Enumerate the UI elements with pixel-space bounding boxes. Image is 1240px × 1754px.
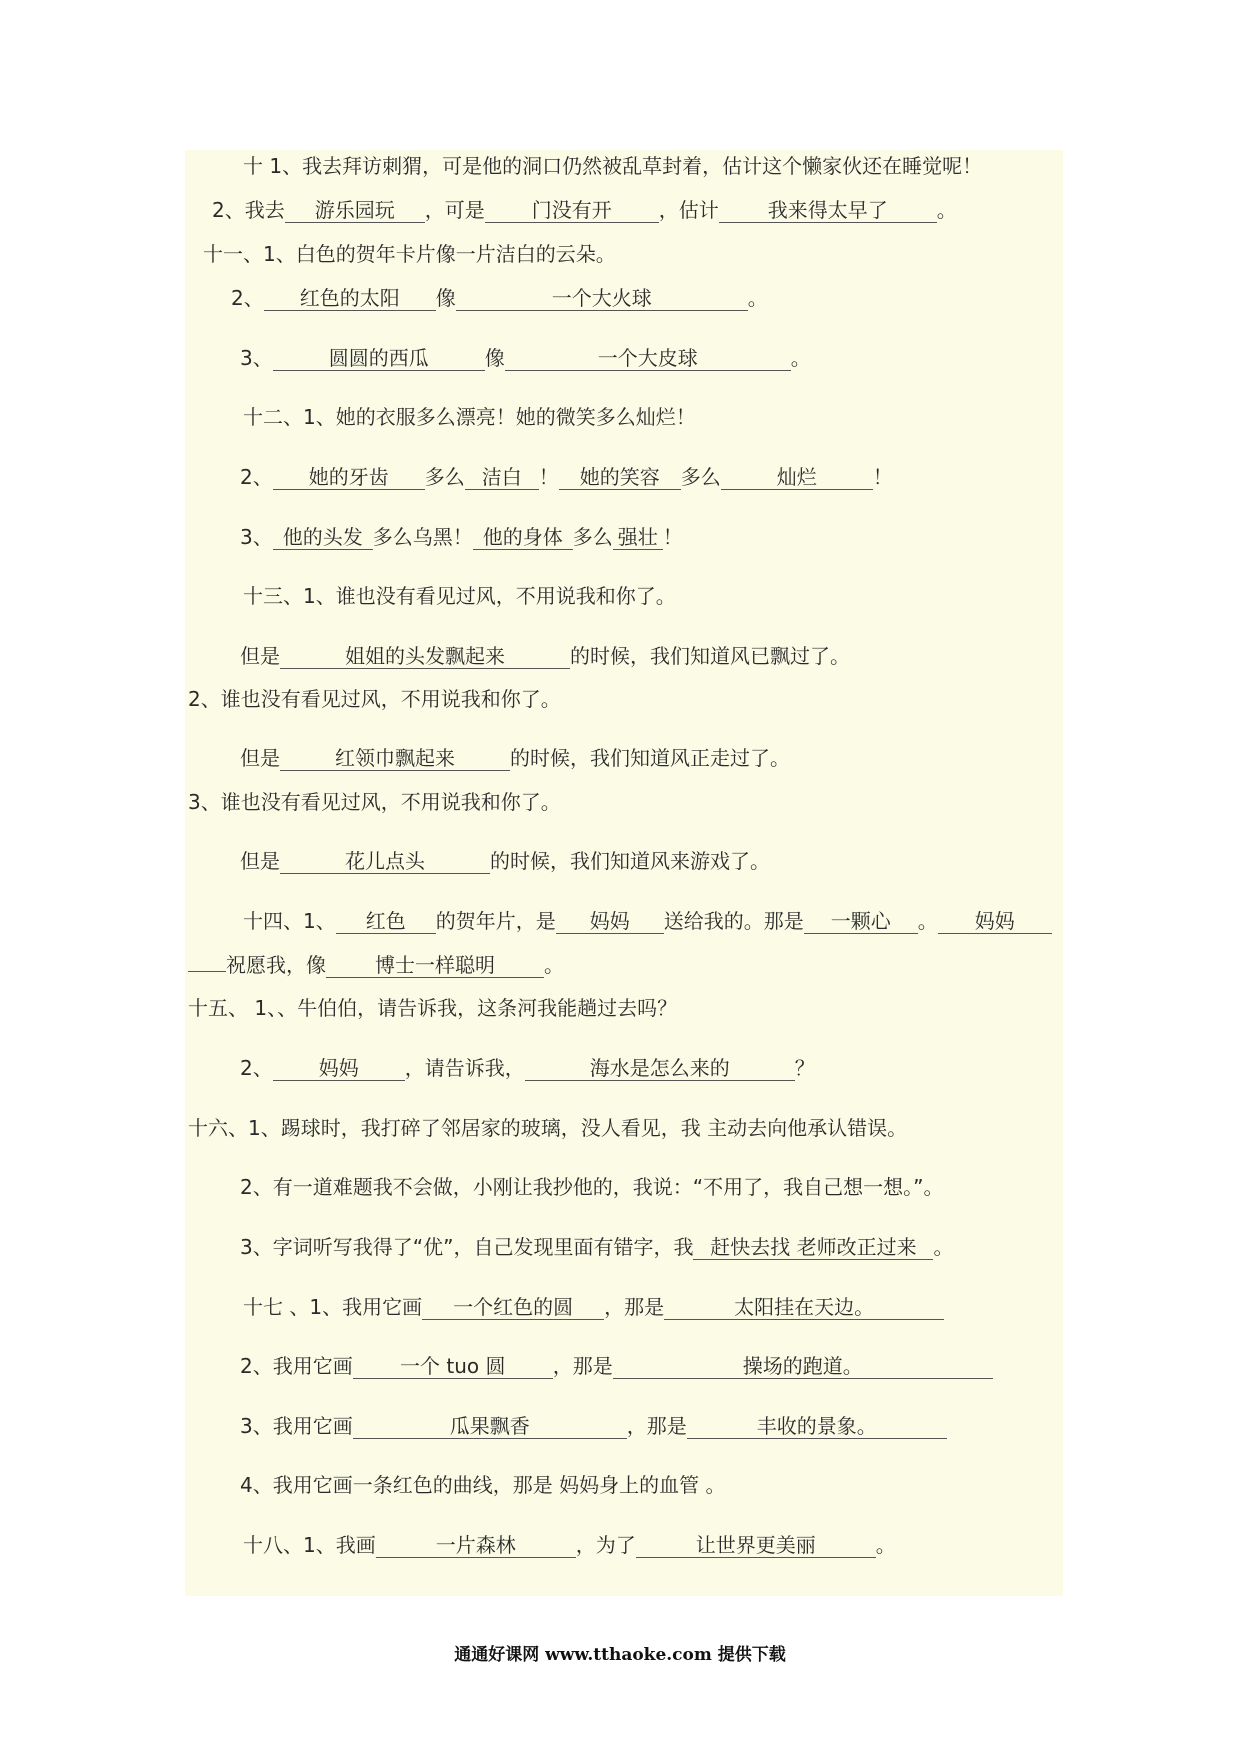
filled-answer: 一片森林 [376, 1533, 576, 1558]
line-text: ，可是 [424, 198, 485, 222]
worksheet-line [212, 196, 957, 224]
line-text: 3、 [240, 346, 273, 370]
line-text: 。 [747, 286, 768, 310]
worksheet-line [240, 523, 683, 551]
filled-answer: 一个大火球 [456, 286, 748, 311]
worksheet-line [240, 642, 850, 670]
filled-answer: 强壮 [613, 525, 663, 550]
worksheet-line [240, 1412, 947, 1440]
line-text: 。 [875, 1533, 896, 1557]
line-text: 十八、1、我画 [243, 1533, 376, 1557]
line-text: 的时候，我们知道风来游戏了。 [490, 849, 770, 873]
line-text: 。 [933, 1235, 954, 1259]
line-text: 十 1、我去拜访刺猬，可是他的洞口仍然被乱草封着，估计这个懒家伙还在睡觉呢！ [243, 154, 983, 178]
filled-answer: 赶快去找 老师改正过来 [693, 1235, 933, 1260]
line-text: ，请告诉我， [404, 1056, 525, 1080]
line-text: ！ [872, 465, 893, 489]
worksheet-line [188, 951, 564, 979]
worksheet-line [231, 284, 768, 312]
filled-answer: 花儿点头 [280, 849, 490, 874]
line-text: 。 [917, 909, 938, 933]
line-text: 送给我的。那是 [663, 909, 804, 933]
line-text: ，那是 [604, 1295, 665, 1319]
filled-answer: 妈妈 [273, 1056, 405, 1081]
line-text: 但是 [240, 746, 280, 770]
worksheet-line [240, 1054, 815, 1082]
filled-answer: 红领巾飘起来 [280, 746, 510, 771]
filled-answer: 他的头发 [273, 525, 373, 550]
worksheet-line [240, 344, 811, 372]
filled-answer: 我来得太早了 [719, 198, 937, 223]
worksheet-line [188, 788, 561, 816]
filled-answer: 妈妈 [556, 909, 664, 934]
filled-answer: 灿烂 [721, 465, 873, 490]
line-text: ！ [538, 465, 559, 489]
line-text: 。 [936, 198, 957, 222]
worksheet-line [240, 1352, 993, 1380]
line-text: ！ [662, 525, 683, 549]
filled-answer: 太阳挂在天边。 [664, 1295, 944, 1320]
filled-answer: 红色 [336, 909, 436, 934]
worksheet-line [243, 1293, 944, 1321]
line-text: 十四、1、 [243, 909, 336, 933]
worksheet-line [240, 1233, 953, 1261]
line-text: ，为了 [575, 1533, 636, 1557]
line-text: 但是 [240, 644, 280, 668]
line-text: 多么 [572, 525, 613, 549]
line-text: 多么乌黑！ [372, 525, 473, 549]
filled-answer: 让世界更美丽 [636, 1533, 876, 1558]
line-text: 像 [435, 286, 456, 310]
line-text: 祝愿我，像 [226, 953, 326, 977]
line-text: 像 [484, 346, 505, 370]
filled-answer: 博士一样聪明 [326, 953, 544, 978]
worksheet-line [240, 847, 770, 875]
line-text: ，估计 [658, 198, 719, 222]
line-text: 3、字词听写我得了“优”，自己发现里面有错字，我 [240, 1235, 694, 1259]
line-text: 的贺年片，是 [435, 909, 556, 933]
line-text: ，那是 [552, 1354, 613, 1378]
filled-answer: 姐姐的头发飘起来 [280, 644, 570, 669]
line-text: 十六、1、踢球时，我打碎了邻居家的玻璃，没人看见，我 主动去向他承认错误。 [188, 1116, 908, 1140]
filled-answer: 操场的跑道。 [613, 1354, 993, 1379]
line-text: 2、我用它画 [240, 1354, 353, 1378]
line-text: 十二、1、她的衣服多么漂亮！她的微笑多么灿烂！ [243, 405, 696, 429]
line-text: 十五、 1、、牛伯伯，请告诉我，这条河我能趟过去吗？ [188, 996, 678, 1020]
line-text: ，那是 [626, 1414, 687, 1438]
line-text: 4、我用它画一条红色的曲线，那是 妈妈身上的血管 。 [240, 1473, 726, 1497]
filled-answer: 一个红色的圆 [422, 1295, 604, 1320]
worksheet-line [240, 1471, 725, 1499]
line-text: 十七 、1、我用它画 [243, 1295, 423, 1319]
line-text: 3、谁也没有看见过风，不用说我和你了。 [188, 790, 561, 814]
filled-answer: 游乐园玩 [285, 198, 425, 223]
worksheet-line [188, 1114, 907, 1142]
line-text: 2、 [240, 465, 273, 489]
line-text: 多么 [680, 465, 721, 489]
worksheet-line [203, 240, 616, 268]
filled-answer: 妈妈 [938, 909, 1052, 934]
filled-answer: 他的身体 [473, 525, 573, 550]
filled-answer: 瓜果飘香 [353, 1414, 627, 1439]
line-text: 但是 [240, 849, 280, 873]
filled-answer: 红色的太阳 [264, 286, 436, 311]
worksheet-line [243, 152, 982, 180]
line-text: ？ [794, 1056, 815, 1080]
line-text: 2、有一道难题我不会做，小刚让我抄他的，我说：“不用了，我自己想一想。”。 [240, 1175, 944, 1199]
filled-answer: 她的牙齿 [273, 465, 425, 490]
worksheet-line [243, 1531, 896, 1559]
footer-credit: 通通好课网 www.tthaoke.com 提供下载 [454, 1645, 786, 1665]
line-text: 3、 [240, 525, 273, 549]
worksheet-line [188, 685, 561, 713]
filled-answer: 圆圆的西瓜 [273, 346, 485, 371]
worksheet-line [240, 744, 790, 772]
filled-answer: 门没有开 [485, 198, 659, 223]
line-text: 十三、1、谁也没有看见过风，不用说我和你了。 [243, 584, 676, 608]
filled-answer: 洁白 [465, 465, 539, 490]
filled-answer: 一个 tuo 圆 [353, 1354, 553, 1379]
worksheet-line [243, 907, 1052, 935]
line-text: 。 [790, 346, 811, 370]
line-text: 十一、1、白色的贺年卡片像一片洁白的云朵。 [203, 242, 616, 266]
line-text: 的时候，我们知道风正走过了。 [510, 746, 790, 770]
line-text: 3、我用它画 [240, 1414, 353, 1438]
filled-answer: 一个大皮球 [505, 346, 791, 371]
filled-answer: 丰收的景象。 [687, 1414, 947, 1439]
filled-answer: 她的笑容 [559, 465, 681, 490]
line-text: 2、 [240, 1056, 273, 1080]
filled-answer [188, 971, 226, 972]
line-text: 2、谁也没有看见过风，不用说我和你了。 [188, 687, 561, 711]
line-text: 多么 [424, 465, 465, 489]
worksheet-line [243, 582, 676, 610]
filled-answer: 一颗心 [804, 909, 918, 934]
line-text: 的时候，我们知道风已飘过了。 [570, 644, 850, 668]
worksheet-line [243, 403, 696, 431]
line-text: 2、我去 [212, 198, 285, 222]
line-text: 2、 [231, 286, 264, 310]
line-text: 。 [544, 953, 564, 977]
worksheet-line [240, 463, 893, 491]
filled-answer: 海水是怎么来的 [525, 1056, 795, 1081]
worksheet-line [240, 1173, 943, 1201]
worksheet-line [188, 994, 677, 1022]
